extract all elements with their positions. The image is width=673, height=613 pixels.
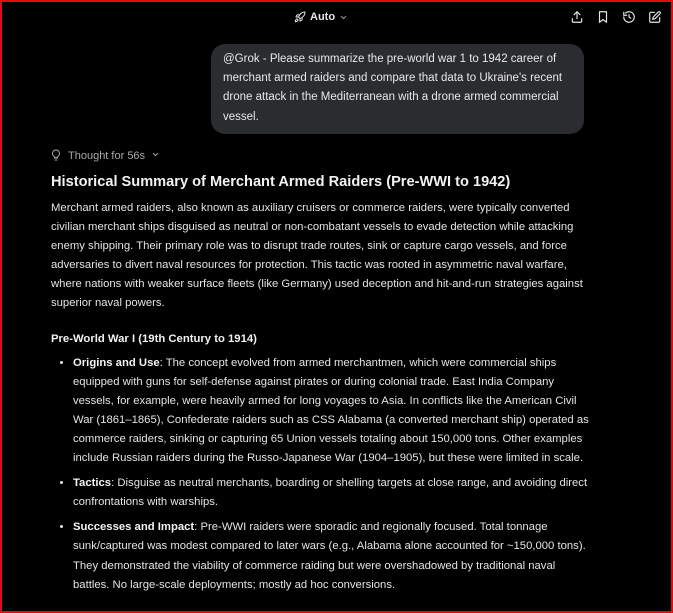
user-message-text: @Grok - Please summarize the pre-world war 1 to 1942 career of merchant armed raiders and compare that data to Ukraine's recent drone attack in the Mediterranean with a drone armed commercial vessel. [223, 53, 563, 123]
list-item [73, 474, 591, 512]
answer-intro: Merchant armed raiders, also known as auxiliary cruisers or commerce raiders, were typically converted civilian merchant ships disguised as neutral or non-combatant vessels to evade detection while attacking enemy shipping. Their primary role was to disrupt trade routes, sink or capture cargo vessels, and force adversaries to divert naval resources for protection. This tactic was rooted in asymmetric naval warfare, where nations with weaker surface fleets (like Germany) used deception and hit-and-run strategies against superior naval powers. [51, 202, 583, 310]
list-item [73, 354, 591, 469]
bullet-list [51, 354, 591, 595]
share-icon[interactable] [568, 8, 585, 25]
bullet-label: Tactics [73, 477, 112, 490]
list-item [73, 518, 591, 594]
bullet-text: : The concept evolved from armed merchantmen, which were commercial ships equipped with guns for self-defense against pirates or during colonial trade. East India Company vessels, for example, were heavily armed for long voyages to Asia. In conflicts like the American Civil War (1861–1865), Confederate raiders such as CSS Alabama (a converted merchant ship) operated as commerce raiders, sinking or capturing 65 Union vessels totaling about 150,000 tons. Other examples include Russian raiders during the Russo-Japanese War (1904–1905), but these were limited in scale. [73, 356, 589, 465]
rocket-icon [294, 11, 306, 23]
top-actions [568, 8, 663, 25]
bullet-text: : Pre-WWI raiders were sporadic and regionally focused. Total tonnage sunk/captured was modest compared to later wars (e.g., Alabama alone accounted for ~150,000 tons). They demonstrated the viability of commerce raiding but were overshadowed by traditional naval battles. No large-scale deployments; mostly ad hoc conversions. [73, 521, 586, 591]
user-message-bubble [211, 44, 584, 134]
bullet-label: Successes and Impact [73, 521, 195, 534]
answer-title: Historical Summary of Merchant Armed Raiders (Pre-WWI to 1942) [51, 174, 511, 190]
section-heading: Pre-World War I (19th Century to 1914) [51, 332, 257, 345]
bookmark-icon[interactable] [594, 8, 611, 25]
lightbulb-icon [50, 149, 62, 164]
thought-toggle[interactable] [50, 148, 160, 164]
top-bar [2, 2, 671, 32]
chevron-down-icon [151, 150, 160, 162]
chevron-down-icon [339, 13, 348, 22]
edit-icon[interactable] [646, 8, 663, 25]
model-selector[interactable] [294, 8, 348, 26]
model-selector-label: Auto [310, 11, 336, 23]
bullet-text: : Disguise as neutral merchants, boarding or shelling targets at close range, and avoiding direct confrontations with warships. [73, 477, 588, 509]
bullet-label: Origins and Use [73, 356, 160, 369]
history-icon[interactable] [620, 8, 637, 25]
assistant-answer [51, 172, 591, 601]
thought-label: Thought for 56s [68, 150, 146, 162]
